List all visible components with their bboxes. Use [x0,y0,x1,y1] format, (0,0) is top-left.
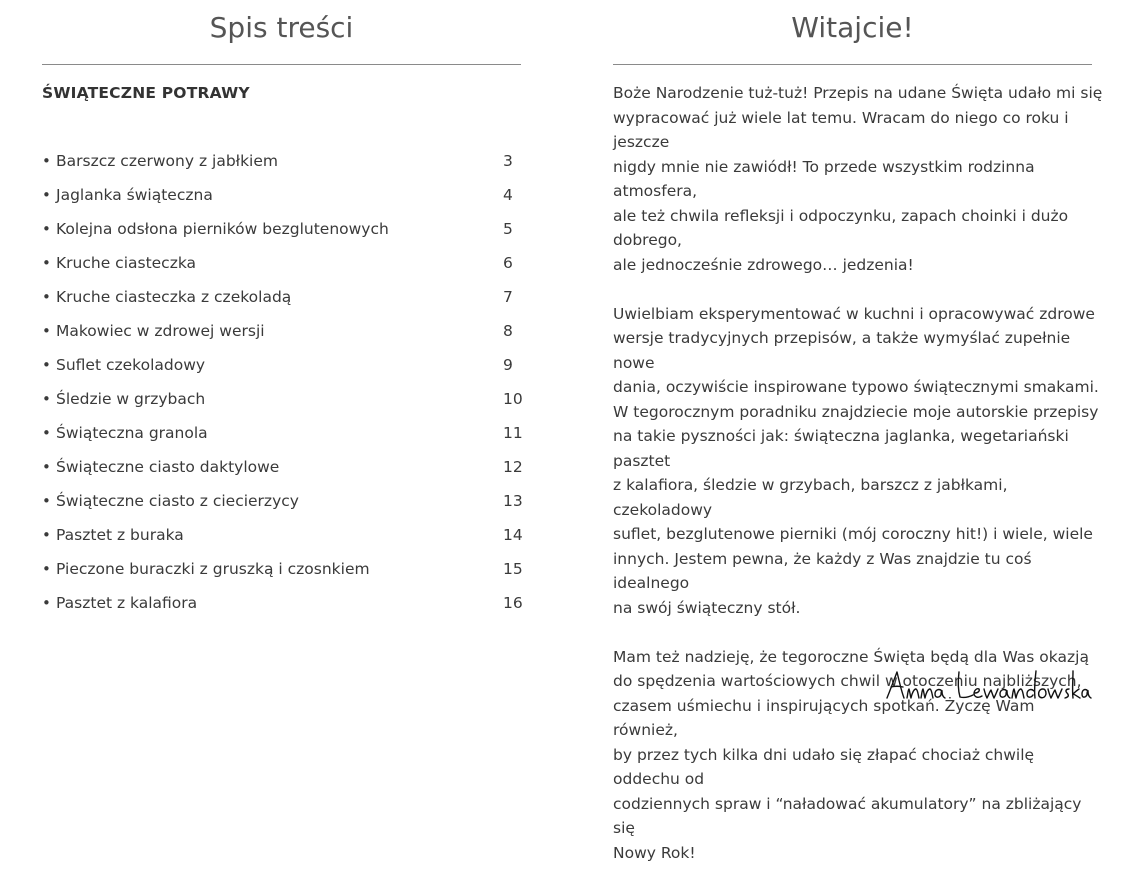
toc-item [42,285,521,319]
welcome-paragraph-1: Boże Narodzenie tuż-tuż! Przepis na udane Święta udało mi się wypracować już wiele lat temu. Wracam do niego co roku i jeszcze nigdy mnie nie zawiódł! To przede wszystkim rodzinna atmosfera, ale też chwila refleksji i odpoczynku, zapach choinki i dużo dobrego, ale jednocześnie zdrowego… jedzenia! [613,84,1103,274]
toc-item-label: Pieczone buraczki z gruszką i czosnkiem [56,560,370,578]
toc-item-label: Świąteczne ciasto daktylowe [56,458,280,476]
toc-item-page-number: 4 [503,186,513,204]
toc-item-page-number: 14 [503,526,523,544]
bullet-icon: • [42,492,51,510]
toc-item [42,489,521,523]
bullet-icon: • [42,424,51,442]
toc-divider [42,64,521,65]
bullet-icon: • [42,526,51,544]
toc-item-page-number: 11 [503,424,523,442]
toc-item-label: Kruche ciasteczka z czekoladą [56,288,292,306]
toc-item [42,387,521,421]
toc-item [42,557,521,591]
welcome-section [613,0,1103,862]
bullet-icon: • [42,152,51,170]
toc-item-page-number: 6 [503,254,513,272]
toc-item-page-number: 10 [503,390,523,408]
bullet-icon: • [42,390,51,408]
bullet-icon: • [42,254,51,272]
toc-item-page-number: 16 [503,594,523,612]
bullet-icon: • [42,594,51,612]
bullet-icon: • [42,186,51,204]
toc-item-page-number: 15 [503,560,523,578]
toc-item-label: Kruche ciasteczka [56,254,197,272]
toc-list [42,149,521,625]
toc-item-page-number: 7 [503,288,513,306]
table-of-contents [42,0,523,612]
welcome-paragraph-3: Mam też nadzieję, że tegoroczne Święta będą dla Was okazją do spędzenia wartościowych chwil w otoczeniu najbliższych, czasem uśmiechu i inspirujących spotkań. Życzę Wam również, by przez tych kilka dni udało się złapać chociaż chwilę oddechu od codziennych spraw i “naładować akumulatory” na zbliżający się Nowy Rok! [613,647,1089,862]
toc-item-page-number: 9 [503,356,513,374]
toc-item [42,149,521,183]
welcome-paragraph-2: Uwielbiam eksperymentować w kuchni i opracowywać zdrowe wersje tradycyjnych przepisów, a także wymyślać zupełnie nowe dania, oczywiście inspirowane typowo świątecznymi smakami. W tegorocznym poradniku znajdziecie moje autorskie przepisy na takie pyszności jak: świąteczna jaglanka, wegetariański pasztet z kalafiora, śledzie w grzybach, barszcz z jabłkami, czekoladowy suflet, bezglutenowe pierniki (mój coroczny hit!) i wiele, wiele innych. Jestem pewna, że każdy z Was znajdzie tu coś idealnego na swój świąteczny stół. [613,304,1099,617]
toc-item [42,251,521,285]
toc-heading: Spis treści [209,11,354,44]
toc-item [42,183,521,217]
bullet-icon: • [42,458,51,476]
toc-item [42,421,521,455]
toc-item-label: Świąteczne ciasto z ciecierzycy [56,492,299,510]
toc-item-page-number: 5 [503,220,513,238]
bullet-icon: • [42,288,51,306]
toc-item-label: Suflet czekoladowy [56,356,206,374]
toc-item-label: Śledzie w grzybach [56,390,206,408]
toc-section-title: ŚWIĄTECZNE POTRAWY [42,84,250,102]
toc-item-label: Kolejna odsłona pierników bezglutenowych [56,220,389,238]
bullet-icon: • [42,220,51,238]
toc-item [42,523,521,557]
toc-item-label: Makowiec w zdrowej wersji [56,322,265,340]
welcome-divider [613,64,1092,65]
toc-item [42,319,521,353]
handwritten-signature [883,668,1092,708]
bullet-icon: • [42,560,51,578]
toc-item [42,591,521,625]
toc-item-page-number: 8 [503,322,513,340]
toc-item-label: Pasztet z buraka [56,526,184,544]
toc-item-page-number: 12 [503,458,523,476]
bullet-icon: • [42,356,51,374]
toc-item [42,455,521,489]
toc-item-label: Barszcz czerwony z jabłkiem [56,152,278,170]
toc-item-label: Jaglanka świąteczna [56,186,213,204]
toc-item-page-number: 13 [503,492,523,510]
welcome-heading: Witajcie! [791,11,914,44]
toc-item [42,353,521,387]
toc-item-page-number: 3 [503,152,513,170]
bullet-icon: • [42,322,51,340]
toc-item-label: Pasztet z kalafiora [56,594,198,612]
toc-item-label: Świąteczna granola [56,424,208,442]
welcome-text [613,81,1103,890]
toc-item [42,217,521,251]
